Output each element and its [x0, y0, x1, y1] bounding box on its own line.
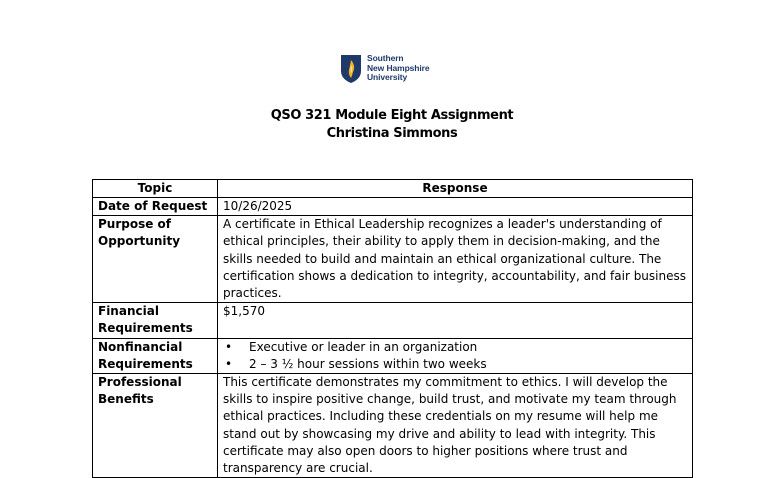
response-cell	[218, 338, 693, 373]
response-cell: 10/26/2025	[218, 198, 693, 216]
column-header-response: Response	[218, 180, 693, 198]
table-row	[93, 374, 693, 478]
table-row	[93, 198, 693, 216]
topic-cell: Date of Request	[93, 198, 218, 216]
logo-line-1: Southern	[367, 53, 404, 63]
list-item: • Executive or leader in an organization	[243, 339, 687, 356]
topic-cell: Purpose of Opportunity	[93, 216, 218, 303]
list-item: • 2 – 3 ½ hour sessions within two weeks	[243, 356, 687, 373]
table-header-row	[93, 180, 693, 198]
topic-cell: Financial Requirements	[93, 303, 218, 338]
document-title: QSO 321 Module Eight Assignment	[270, 108, 514, 123]
logo-line-2: New Hampshire	[367, 62, 430, 73]
response-cell: This certificate demonstrates my commitment to ethics. I will develop the skills to inspire positive change, build trust, and motivate my team through ethical practices. Including these credentials on my resume will help me stand out by showcasing my drive and ability to lead with integrity. This certificate may also open doors to higher positions where trust and transparency are crucial.	[218, 374, 693, 478]
shield-flame-icon	[340, 54, 362, 84]
author-name: Christina Simmons	[326, 126, 458, 141]
response-cell: A certificate in Ethical Leadership recognizes a leader's understanding of ethical principles, their ability to apply them in decision-making, and the skills needed to build and maintain an ethical organizational culture. The certification shows a dedication to integrity, accountability, and fair business practices.	[218, 216, 693, 303]
table-row	[93, 303, 693, 338]
logo-line-3: University	[367, 72, 408, 82]
requirements-list	[223, 339, 687, 373]
column-header-topic: Topic	[93, 180, 218, 198]
university-logo	[340, 54, 429, 84]
topic-cell: Professional Benefits	[93, 374, 218, 478]
topic-cell: Nonfinancial Requirements	[93, 338, 218, 373]
table-row	[93, 338, 693, 373]
assignment-table	[92, 179, 693, 478]
table-row	[93, 216, 693, 303]
response-cell: $1,570	[218, 303, 693, 338]
